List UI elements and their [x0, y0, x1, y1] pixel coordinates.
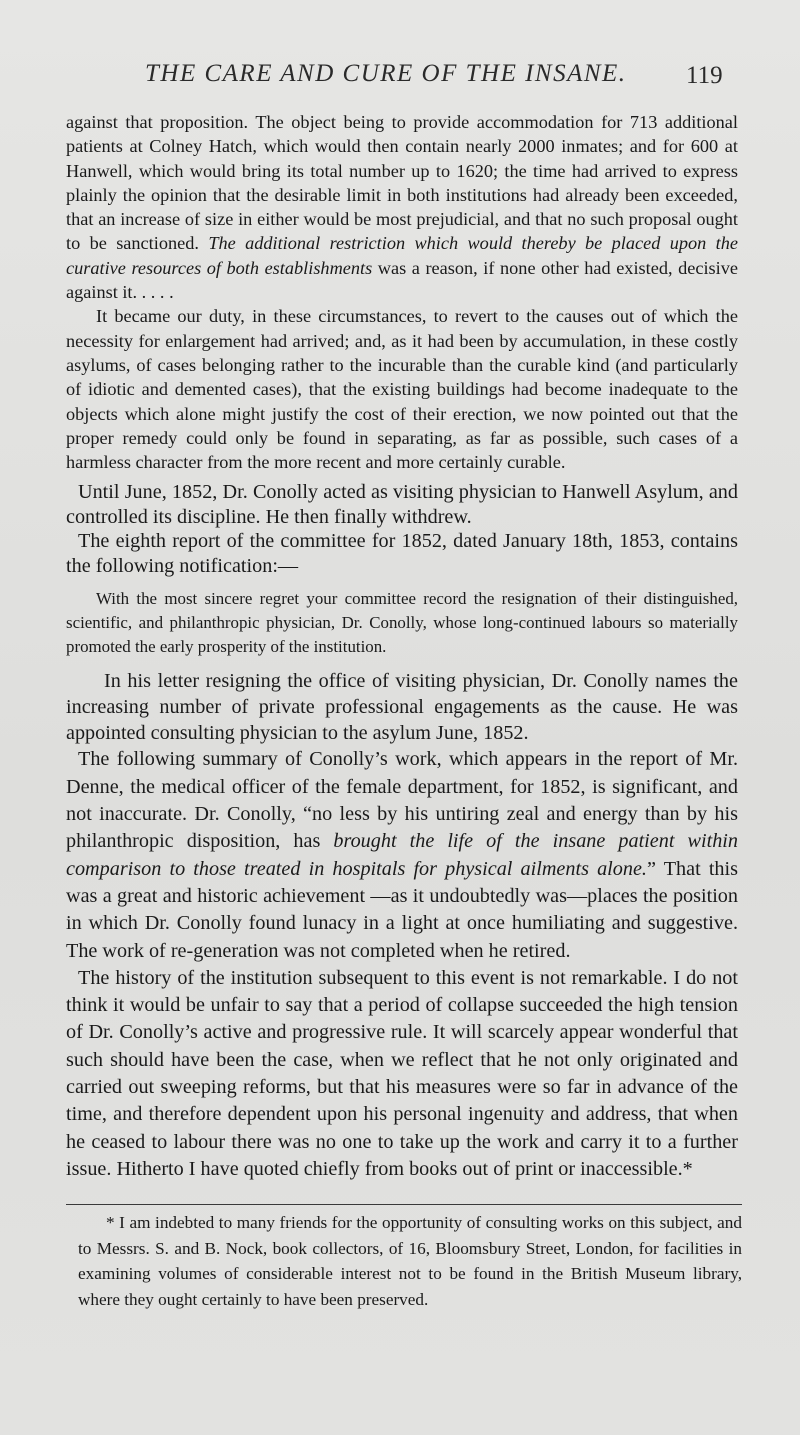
paragraph-eighth-report: The eighth report of the committee for 1852, dated January 18th, 1853, contains the following notification:—: [66, 530, 738, 577]
footnote-text: * I am indebted to many friends for the opportunity of consulting works on this subject, and to Messrs. S. and B. Nock, book collectors, of 16, Bloomsbury Street, London, for facilities in examining volumes of considerable interest not to be found in the British Museum library, where they ought certainly to have been preserved.: [78, 1213, 742, 1309]
paragraph-until-june: Until June, 1852, Dr. Conolly acted as visiting physician to Hanwell Asylum, and controlled its discipline. He then finally withdrew.: [66, 481, 738, 528]
paragraph-resignation-letter: In his letter resigning the office of visiting physician, Dr. Conolly names the increasing number of private professional engagements as the cause. He was appointed consulting physician to the asylum June, 1852.: [66, 670, 738, 745]
page-number: 119: [686, 62, 723, 89]
page-header: [0, 60, 800, 100]
paragraph-proposition-italic: The additional restriction which would thereby be placed upon the curative resources of both establishments: [66, 233, 738, 278]
paragraph-history: The history of the institution subsequent to this event is not remarkable. I do not think it would be unfair to say that a period of collapse succeeded the high tension of Dr. Conolly’s active and progressive rule. It will scarcely appear wonderful that such should have been the case, when we reflect that he not only originated and carried out sweeping reforms, but that his measures were so far in advance of the time, and therefore dependent upon his personal ingenuity and address, that when he ceased to labour there was no one to take up the work and carry it to a further issue. Hitherto I have quoted chiefly from books out of print or inaccessible.*: [66, 966, 738, 1180]
block-quote: [66, 587, 738, 659]
paragraph-summary: [66, 746, 738, 964]
paragraph-summary-text-b: ” That this was a great and historic achievement —as it undoubtedly was—places the position in which Dr. Conolly found lunacy in a light at once humiliating and suggestive. The work of re-generation was not completed when he retired.: [66, 857, 738, 962]
footnote-divider: [66, 1204, 742, 1205]
page-body: [66, 110, 738, 1183]
footnote: [78, 1210, 742, 1312]
paragraph-proposition: [66, 110, 738, 304]
paragraph-proposition-text-a: against that proposition. The object being to provide accommodation for 713 additional patients at Colney Hatch, which would then contain nearly 2000 inmates; and for 600 at Hanwell, which would bring its total number up to 1620; the time had arrived to express plainly the opinion that the desirable limit in both institutions had already been exceeded, that an increase of size in either would be most prejudicial, and that no such proposal ought to be sanctioned.: [66, 112, 738, 254]
main-text-b: [66, 668, 738, 746]
running-title: THE CARE AND CURE OF THE INSANE.: [145, 60, 627, 87]
letter-excerpt: [66, 110, 738, 474]
paragraph-proposition-text-b: was a reason, if none other had existed, decisive against it. . . . .: [66, 257, 738, 303]
paragraph-summary-text-a: The following summary of Conolly’s work, which appears in the report of Mr. Denne, the medical officer of the female department, for 1852, is significant, and not inaccurate. Dr. Conolly, “no less by his untiring zeal and energy than by his philanthropic disposition, has: [66, 748, 738, 853]
main-text-a: [66, 480, 738, 578]
main-text-c: [66, 746, 738, 1183]
paragraph-duty: It became our duty, in these circumstances, to revert to the causes out of which the necessity for enlargement had arrived; and, as it had been by accumulation, in these costly asylums, of cases belonging rather to the incurable than the curable kind (and particularly of idiotic and demented cases), that the existing buildings had become inadequate to the objects which alone might justify the cost of their erection, we now pointed out that the proper remedy could only be found in separating, as far as possible, such cases of a harmless character from the more recent and more certainly curable.: [66, 306, 738, 473]
paragraph-summary-italic: brought the life of the insane patient within comparison to those treated in hospitals for physical ailments alone.: [66, 830, 738, 880]
quote-text: With the most sincere regret your committee record the resignation of their distinguished, scientific, and philanthropic physician, Dr. Conolly, whose long-continued labours so materially promoted the early prosperity of the institution.: [66, 589, 738, 657]
